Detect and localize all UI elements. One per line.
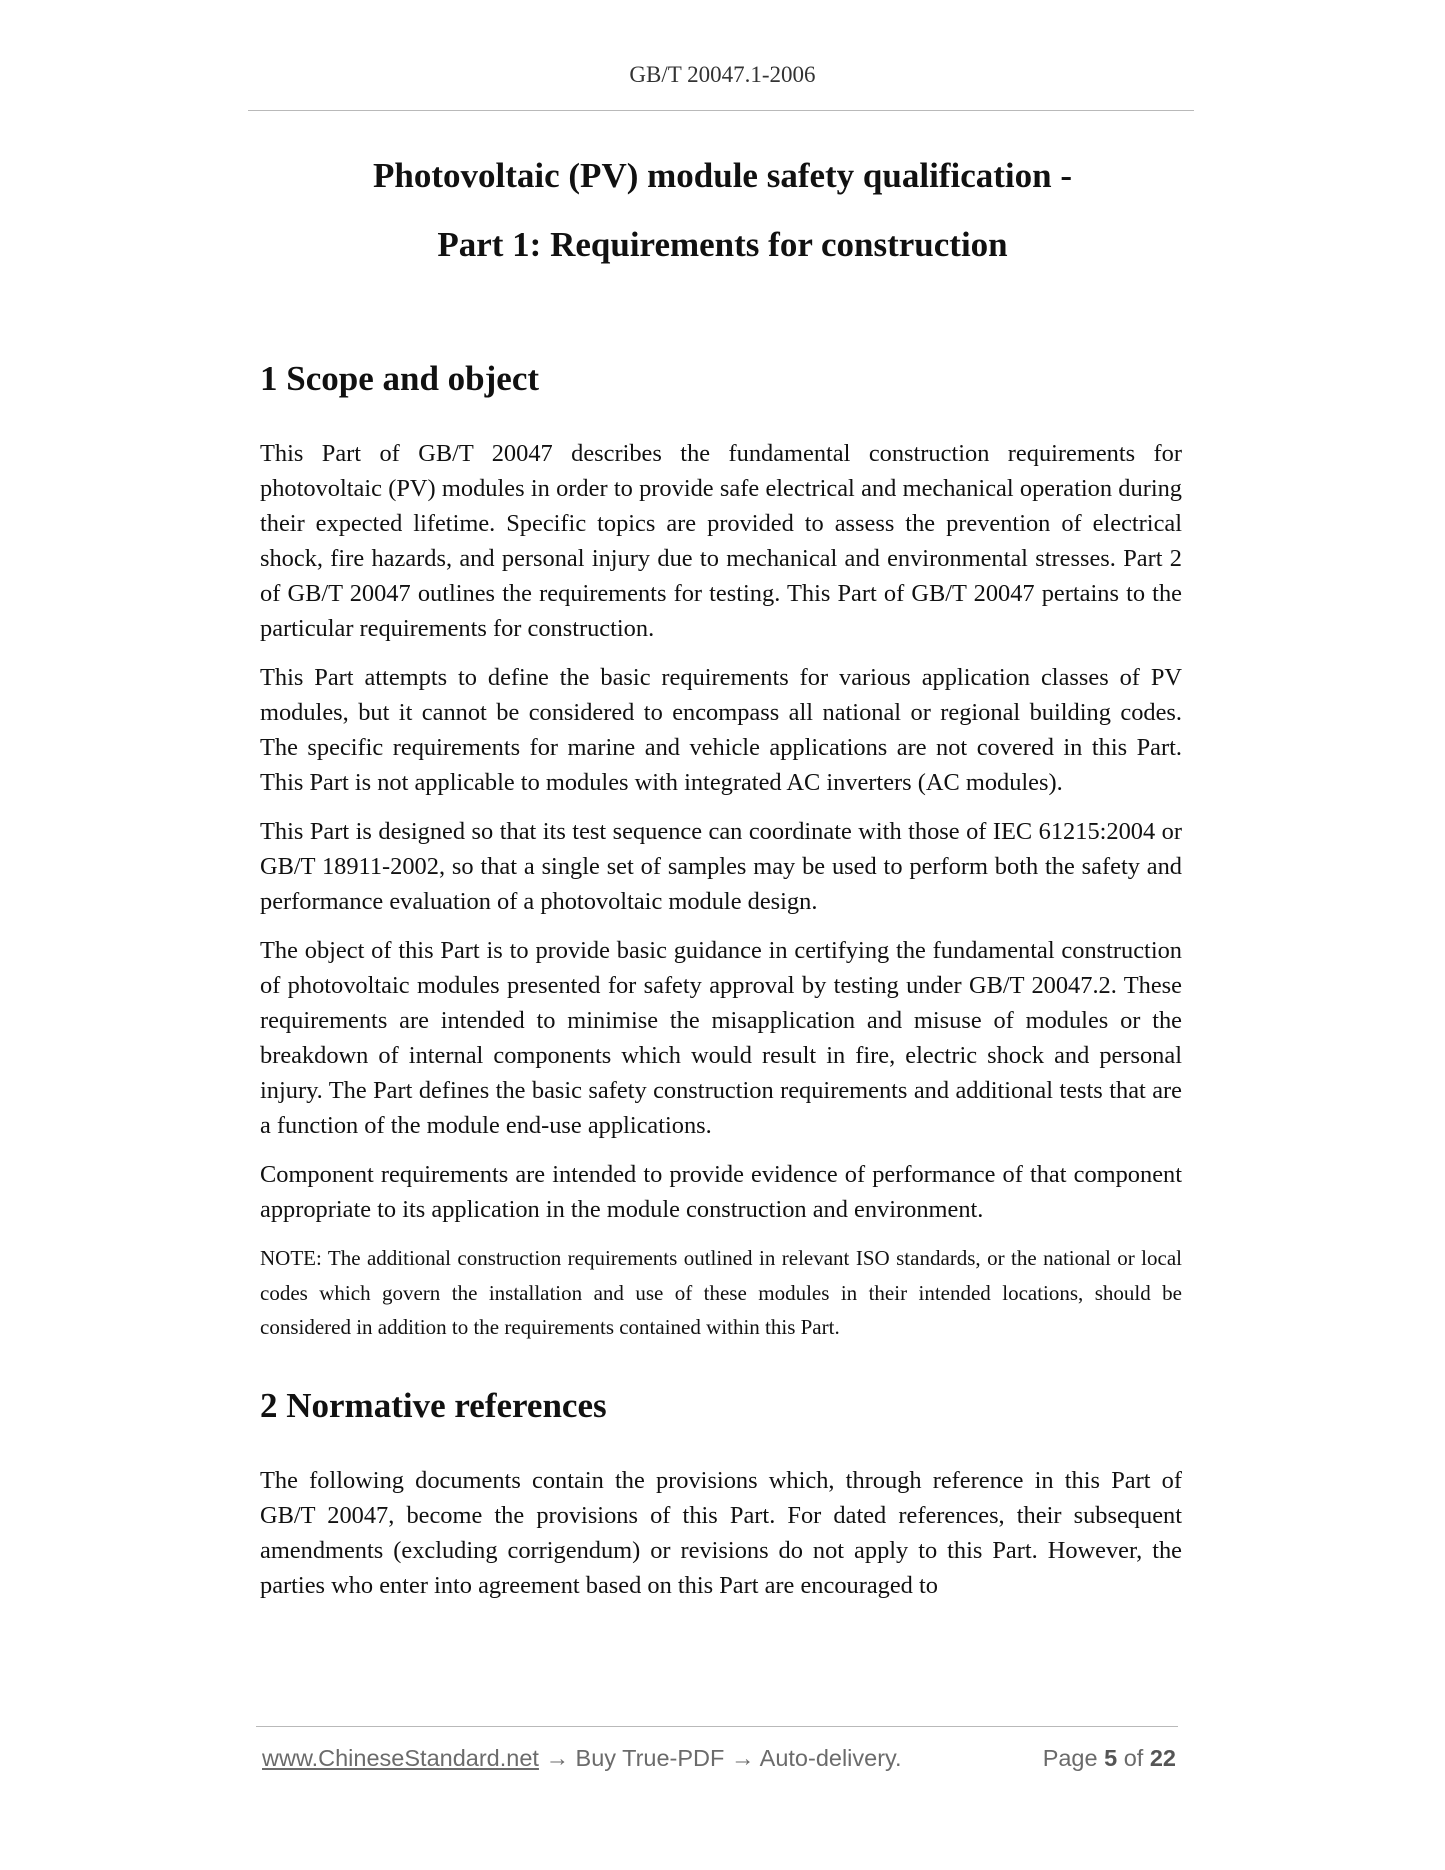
footer — [262, 1745, 1176, 1779]
page-total: 22 — [1149, 1745, 1176, 1771]
header-standard-code: GB/T 20047.1-2006 — [629, 62, 816, 87]
arrow-icon: → — [724, 1745, 760, 1771]
footer-divider — [256, 1726, 1178, 1727]
section-1-paragraph-3: This Part is designed so that its test sequence can coordinate with those of IEC 61215:2004 or GB/T 18911-2002, so that a single set of samples may be used to perform both the safety and performance evaluation of a photovoltaic module design. — [260, 818, 1182, 915]
section-1-paragraph-1: This Part of GB/T 20047 describes the fundamental construction requirements for photovoltaic (PV) modules in order to provide safe electrical and mechanical operation during their expected lifetime. Specific topics are provided to assess the prevention of electrical shock, fire hazards, and personal injury due to mechanical and environmental stresses. Part 2 of GB/T 20047 outlines the requirements for testing. This Part of GB/T 20047 pertains to the particular requirements for construction. — [260, 440, 1182, 642]
document-body — [260, 358, 1182, 1603]
page-label: Page — [1042, 1745, 1098, 1771]
delivery-text: Auto-delivery. — [759, 1745, 902, 1771]
section-1-paragraph-2: This Part attempts to define the basic requirements for various application classes of PV modules, but it cannot be considered to encompass all national or regional building codes. The specific requirements for marine and vehicle applications are not covered in this Part. This Part is not applicable to modules with integrated AC inverters (AC modules). — [260, 664, 1182, 796]
document-title-line-2: Part 1: Requirements for construction — [437, 225, 1008, 264]
section-2-heading: 2 Normative references — [260, 1385, 607, 1425]
section-2-paragraph-1: The following documents contain the provisions which, through reference in this Part of GB/T 20047, become the provisions of this Part. For dated references, their subsequent amendments (excluding corrigendum) or revisions do not apply to this Part. However, the parties who enter into agreement based on this Part are encouraged to — [260, 1466, 1182, 1599]
section-1-note: NOTE: The additional construction requirements outlined in relevant ISO standards, or the national or local codes which govern the installation and use of these modules in their intended locations, should be considered in addition to the requirements contained within this Part. — [260, 1246, 1182, 1339]
section-1-paragraph-4: The object of this Part is to provide basic guidance in certifying the fundamental construction of photovoltaic modules presented for safety approval by testing under GB/T 20047.2. These requirements are intended to minimise the misapplication and misuse of modules or the breakdown of internal components which would result in fire, electric shock and personal injury. The Part defines the basic safety construction requirements and additional tests that are a function of the module end-use applications. — [260, 937, 1182, 1139]
buy-text: Buy True-PDF — [575, 1745, 725, 1771]
footer-promo — [262, 1745, 902, 1772]
page-of-label: of — [1123, 1745, 1144, 1771]
page-current: 5 — [1104, 1745, 1118, 1771]
section-1-heading: 1 Scope and object — [260, 359, 540, 398]
document-title-line-1: Photovoltaic (PV) module safety qualification - — [373, 156, 1072, 195]
site-link[interactable]: www.ChineseStandard.net — [262, 1745, 539, 1771]
arrow-icon: → — [538, 1745, 576, 1771]
page-number — [1043, 1745, 1176, 1772]
section-1-paragraph-5: Component requirements are intended to provide evidence of performance of that component appropriate to its application in the module construction and environment. — [260, 1161, 1182, 1223]
header-divider — [248, 110, 1194, 111]
